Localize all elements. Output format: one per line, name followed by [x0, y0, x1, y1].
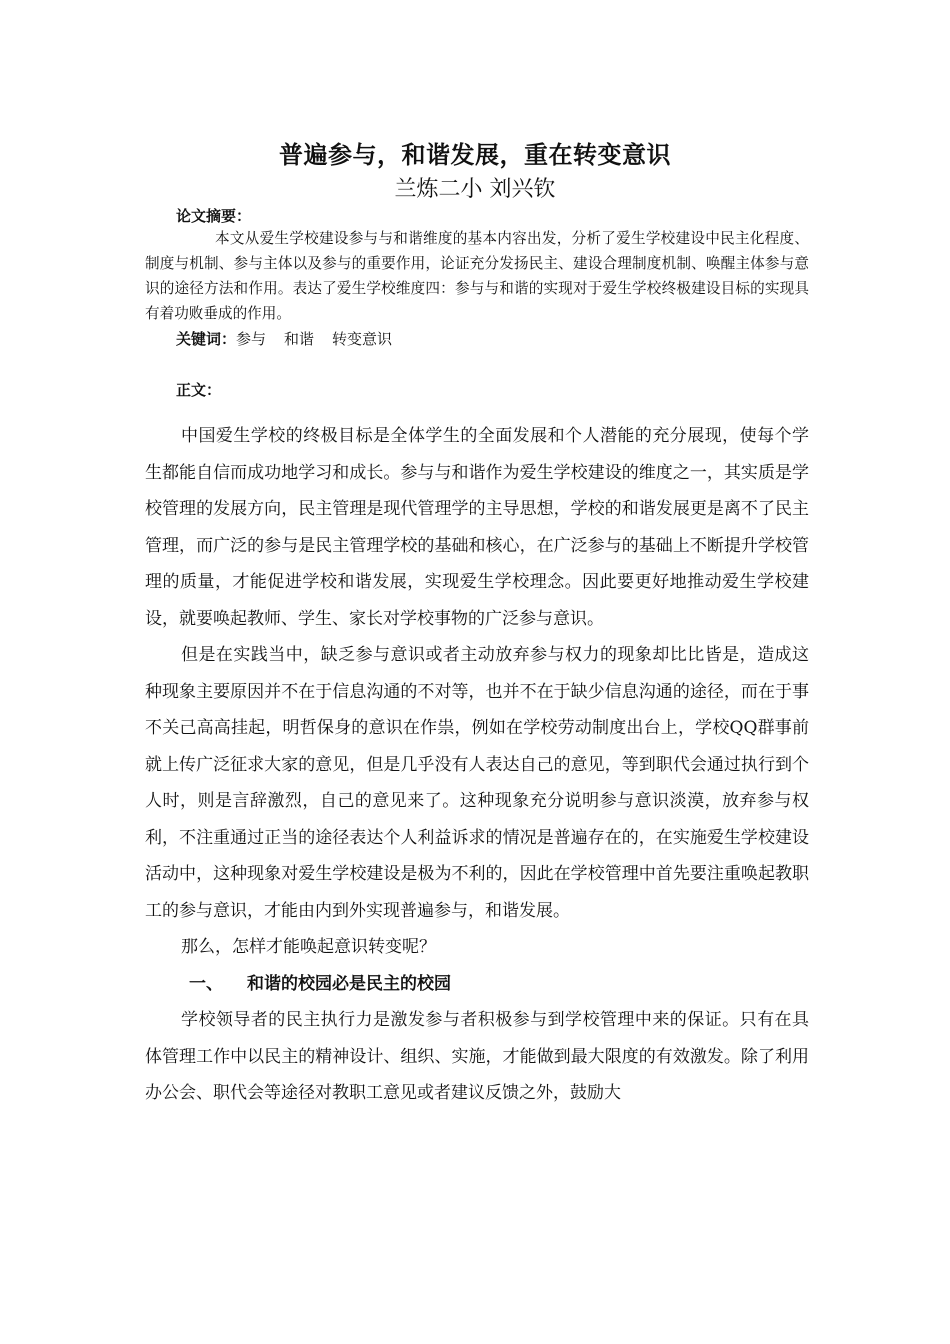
body-label: 正文： — [176, 381, 222, 399]
keyword-item: 转变意识 — [332, 330, 393, 348]
keywords-label: 关键词： — [176, 330, 237, 348]
keyword-item: 和谐 — [284, 330, 315, 348]
abstract-label: 论文摘要： — [176, 207, 252, 225]
section-heading — [145, 966, 809, 1003]
body-paragraph: 学校领导者的民主执行力是激发参与者积极参与到学校管理中来的保证。只有在具体管理工作中以民主的精神设计、组织、实施，才能做到最大限度的有效激发。除了利用办公会、职代会等途径对教职工意见或者建议反馈之外，鼓励大 — [145, 1010, 809, 1103]
body-paragraph: 中国爱生学校的终极目标是全体学生的全面发展和个人潜能的充分展现，使每个学生都能自信而成功地学习和成长。参与与和谐作为爱生学校建设的维度之一，其实质是学校管理的发展方向，民主管理是现代管理学的主导思想，学校的和谐发展更是离不了民主管理，而广泛的参与是民主管理学校的基础和核心，在广泛参与的基础上不断提升学校管理的质量，才能促进学校和谐发展，实现爱生学校理念。因此要更好地推动爱生学校建设，就要唤起教师、学生、家长对学校事物的广泛参与意识。 — [145, 426, 809, 629]
keyword-item: 参与 — [236, 330, 267, 348]
section-number: 一、 — [189, 973, 223, 994]
author-line: 兰炼二小 刘兴钦 — [394, 177, 556, 202]
paper-title: 普遍参与，和谐发展，重在转变意识 — [279, 141, 671, 169]
section-title: 和谐的校园必是民主的校园 — [247, 973, 451, 994]
body-text — [145, 418, 809, 1112]
body-paragraph: 但是在实践当中，缺乏参与意识或者主动放弃参与权力的现象却比比皆是，造成这种现象主要原因并不在于信息沟通的不对等，也并不在于缺少信息沟通的途径，而在于事不关己高高挂起，明哲保身的意识在作祟，例如在学校劳动制度出台上，学校QQ群事前就上传广泛征求大家的意见，但是几乎没有人表达自己的意见，等到职代会通过执行到个人时，则是言辞激烈，自己的意见来了。这种现象充分说明参与意识淡漠，放弃参与权利，不注重通过正当的途径表达个人利益诉求的情况是普遍存在的，在实施爱生学校建设活动中，这种现象对爱生学校建设是极为不利的，因此在学校管理中首先要注重唤起教职工的参与意识，才能由内到外实现普遍参与，和谐发展。 — [145, 645, 809, 921]
abstract-text: 本文从爱生学校建设参与与和谐维度的基本内容出发，分析了爱生学校建设中民主化程度、制度与机制、参与主体以及参与的重要作用，论证充分发扬民主、建设合理制度机制、唤醒主体参与意识的途径方法和作用。表达了爱生学校维度四：参与与和谐的实现对于爱生学校终极建设目标的实现具有着功败垂成的作用。 — [145, 230, 809, 322]
body-paragraph: 那么，怎样才能唤起意识转变呢？ — [181, 937, 436, 957]
keywords-line — [176, 328, 410, 349]
